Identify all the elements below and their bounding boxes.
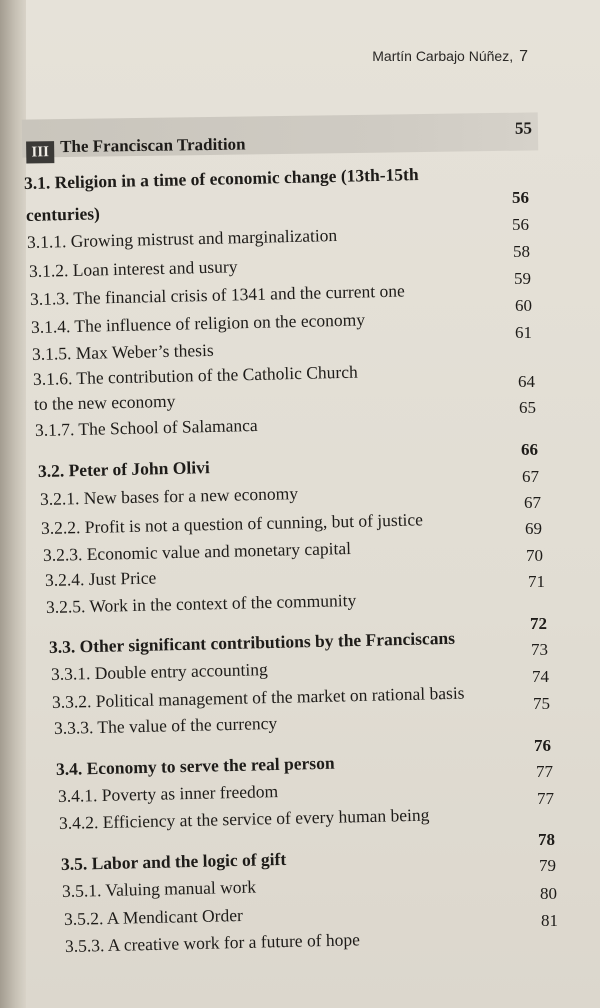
toc-page-number: 77: [537, 789, 554, 808]
toc-entry: 3.3.2. Political management of the market on rational basis: [51, 682, 465, 712]
toc-entry: 3.3.3. The value of the currency: [53, 712, 278, 738]
section-heading: 3.3. Other significant contributions by the Franciscans: [48, 627, 456, 657]
toc-entry: 3.1.2. Loan interest and usury: [28, 256, 238, 281]
toc-page-number: 67: [524, 493, 541, 512]
section-page-number: 66: [521, 440, 538, 459]
toc-page-number: 81: [541, 911, 558, 930]
toc-page-number: 65: [519, 398, 536, 417]
part-heading-bar: [22, 112, 538, 161]
toc-page-number: 79: [539, 856, 556, 875]
toc-page-number: 71: [528, 572, 545, 591]
toc-page-number: 80: [540, 884, 557, 903]
toc-entry: 3.1.4. The influence of religion on the economy: [30, 309, 366, 337]
toc-entry: 3.1.7. The School of Salamanca: [34, 414, 258, 440]
section-page-number: 56: [512, 188, 529, 207]
section-heading: 3.4. Economy to serve the real person: [55, 752, 335, 779]
toc-page-number: 59: [514, 269, 531, 288]
part-numeral: III: [26, 141, 54, 163]
page-number: 7: [519, 48, 528, 65]
toc-page-number: 77: [536, 762, 553, 781]
author-name: Martín Carbajo Núñez,: [372, 48, 514, 64]
toc-page-number: 69: [525, 519, 542, 538]
toc-entry: 3.5.2. A Mendicant Order: [63, 904, 244, 929]
toc-page-number: 70: [526, 546, 543, 565]
toc-entry: 3.2.3. Economic value and monetary capital: [42, 538, 352, 565]
part-title: The Franciscan Tradition: [60, 134, 246, 157]
toc-page-number: 58: [513, 242, 530, 261]
section-heading: 3.1. Religion in a time of economic change (13th-15th: [23, 164, 419, 193]
section-heading: 3.5. Labor and the logic of gift: [60, 848, 287, 874]
toc-entry: 3.4.2. Efficiency at the service of every human being: [58, 804, 430, 833]
toc-entry: 3.1.5. Max Weber’s thesis: [31, 339, 214, 364]
toc-page-number: 60: [515, 296, 532, 315]
toc-page-number: 73: [531, 640, 548, 659]
section-page-number: 76: [534, 736, 551, 755]
toc-entry: 3.2.5. Work in the context of the community: [45, 589, 357, 617]
toc-entry: 3.2.2. Profit is not a question of cunning, but of justice: [40, 509, 424, 538]
toc-entry: 3.2.4. Just Price: [44, 567, 157, 590]
toc-entry: 3.3.1. Double entry accounting: [50, 659, 268, 684]
section-page-number: 78: [538, 830, 555, 849]
toc-page-number: 75: [533, 694, 550, 713]
toc-entry: 3.1.6. The contribution of the Catholic Church: [32, 361, 358, 389]
toc-entry: 3.2.1. New bases for a new economy: [39, 483, 299, 509]
toc-entry: 3.5.1. Valuing manual work: [61, 876, 257, 901]
toc-entry-continued: to the new economy: [33, 390, 176, 414]
toc-page-number: 56: [512, 215, 529, 234]
toc-page-number: 74: [532, 667, 549, 686]
toc-entry: 3.1.3. The financial crisis of 1341 and the current one: [29, 280, 405, 309]
toc-entry: 3.1.1. Growing mistrust and marginalization: [26, 224, 338, 252]
toc-page-number: 67: [522, 467, 539, 486]
toc-entry: 3.5.3. A creative work for a future of hope: [64, 929, 361, 956]
toc-entry: 3.4.1. Poverty as inner freedom: [57, 781, 279, 806]
toc-page-number: 64: [518, 372, 535, 391]
section-heading: 3.2. Peter of John Olivi: [37, 457, 210, 481]
section-heading-continued: centuries): [25, 203, 101, 225]
part-page-number: 55: [514, 118, 533, 138]
section-page-number: 72: [530, 614, 547, 633]
toc-page-number: 61: [515, 323, 532, 342]
